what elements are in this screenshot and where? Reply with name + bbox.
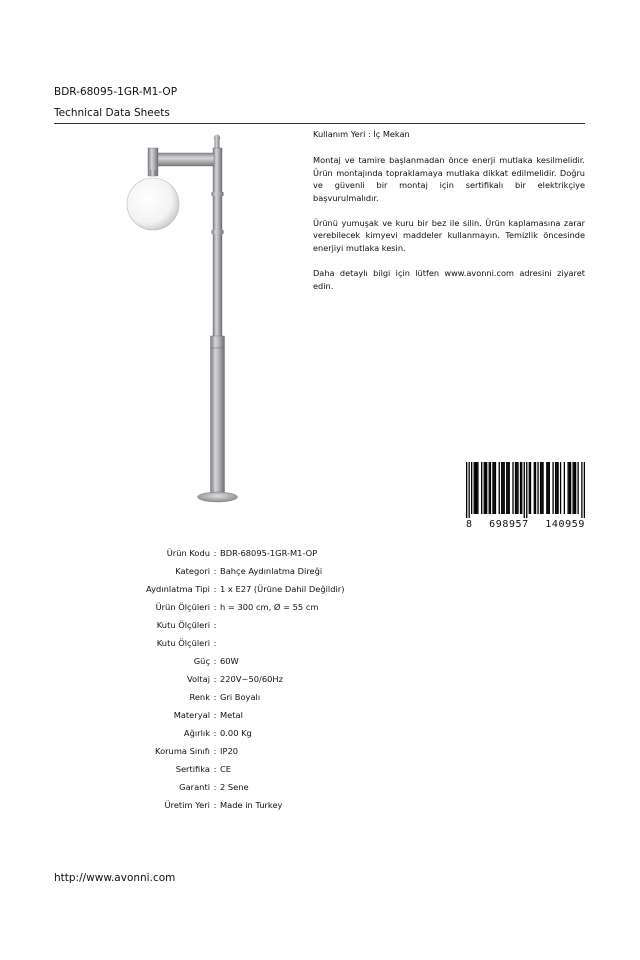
barcode-bar <box>504 462 505 514</box>
spec-row-category: Kategori : Bahçe Aydınlatma Direği <box>100 562 400 580</box>
barcode-bar <box>494 462 495 514</box>
spec-label: Aydınlatma Tipi <box>146 584 210 594</box>
barcode-bar <box>577 462 578 514</box>
barcode <box>466 462 585 532</box>
product-code-title: BDR-68095-1GR-M1-OP <box>54 86 178 98</box>
spec-value: Metal <box>220 710 243 720</box>
barcode-bar <box>520 462 521 514</box>
barcode-bar <box>556 462 557 514</box>
spec-row-lighting-type: Aydınlatma Tipi : 1 x E27 (Ürüne Dahil Değildir) <box>100 580 400 598</box>
spec-label: Materyal <box>173 710 210 720</box>
document-subtitle: Technical Data Sheets <box>54 107 170 119</box>
spec-row-box-dimensions-2: Kutu Ölçüleri : <box>100 634 400 652</box>
spec-label: Renk <box>189 692 210 702</box>
barcode-right-group: 140959 <box>545 519 585 530</box>
product-image-lamp-post <box>120 130 250 505</box>
spec-value: Made in Turkey <box>220 800 283 810</box>
spec-row-product-code: Ürün Kodu : BDR-68095-1GR-M1-OP <box>100 544 400 562</box>
barcode-bar <box>469 462 470 518</box>
barcode-bar <box>542 462 543 514</box>
safety-note: Montaj ve tamire başlanmadan önce enerji mutlaka kesilmelidir. Ürün montajında topraklamaya mutlaka dikkat edilmelidir. Doğru ve güvenli bir montaj için sertifikalı bir elektrikçiye başvurulmalıdır. <box>313 155 585 203</box>
spec-value: CE <box>220 764 232 774</box>
barcode-bar <box>471 462 472 514</box>
barcode-bar <box>486 462 487 514</box>
spec-value: 220V~50/60Hz <box>220 674 283 684</box>
cleaning-note: Ürünü yumuşak ve kuru bir bez ile silin. Ürün kaplamasına zarar verebilecek kimyevi maddeler kullanmayın. Temizlik öncesinde enerjiyi mutlaka kesin. <box>313 218 585 253</box>
barcode-bar <box>485 462 486 514</box>
spec-row-material: Materyal : Metal <box>100 706 400 724</box>
spec-value: h = 300 cm, Ø = 55 cm <box>220 602 319 612</box>
spec-label: Ürün Ölçüleri <box>155 602 210 612</box>
spec-value: 1 x E27 (Ürüne Dahil Değildir) <box>220 584 345 594</box>
barcode-bar <box>535 462 536 514</box>
spec-value: Gri Boyalı <box>220 692 261 702</box>
spec-value: 0.00 Kg <box>220 728 252 738</box>
spec-row-certificate: Sertifika : CE <box>100 760 400 778</box>
barcode-bar <box>512 462 513 514</box>
footer-website-link[interactable]: http://www.avonni.com <box>54 872 176 884</box>
barcode-bar <box>570 462 571 514</box>
barcode-bar <box>474 462 475 514</box>
spec-label: Güç <box>193 656 210 666</box>
barcode-bar <box>499 462 500 514</box>
spec-row-color: Renk : Gri Boyalı <box>100 688 400 706</box>
barcode-bars <box>466 462 585 518</box>
barcode-bar <box>575 462 576 514</box>
barcode-bar <box>475 462 476 514</box>
barcode-bar <box>541 462 542 514</box>
spec-table <box>100 544 400 814</box>
spec-label: Ağırlık <box>183 728 210 738</box>
barcode-bar <box>466 462 467 518</box>
spec-label: Üretim Yeri <box>164 800 210 810</box>
spec-row-box-dimensions: Kutu Ölçüleri : <box>100 616 400 634</box>
document-header <box>54 85 585 124</box>
barcode-left-group: 698957 <box>489 519 529 530</box>
barcode-bar <box>521 462 522 514</box>
spec-row-weight: Ağırlık : 0.00 Kg <box>100 724 400 742</box>
usage-info <box>313 128 585 305</box>
spec-label: Koruma Sınıfı <box>155 746 210 756</box>
spec-row-voltage: Voltaj : 220V~50/60Hz <box>100 670 400 688</box>
barcode-bar <box>506 462 507 514</box>
barcode-bar <box>564 462 565 514</box>
barcode-bar <box>515 462 516 514</box>
barcode-bar <box>484 462 485 514</box>
barcode-bar <box>569 462 570 514</box>
barcode-bar <box>547 462 548 514</box>
spec-value: 2 Sene <box>220 782 249 792</box>
barcode-bar <box>502 462 503 514</box>
barcode-number <box>466 519 585 530</box>
barcode-bar <box>581 462 582 518</box>
barcode-bar <box>574 462 575 514</box>
barcode-bar <box>529 462 530 514</box>
barcode-bar <box>540 462 541 514</box>
spec-label: Garanti <box>179 782 210 792</box>
spec-label: Kutu Ölçüleri <box>156 638 210 648</box>
spec-row-warranty: Garanti : 2 Sene <box>100 778 400 796</box>
header-divider <box>54 123 585 124</box>
spec-value: Bahçe Aydınlatma Direği <box>220 566 323 576</box>
spec-value: IP20 <box>220 746 239 756</box>
barcode-bar <box>552 462 553 514</box>
barcode-bar <box>526 462 527 518</box>
spec-value: BDR-68095-1GR-M1-OP <box>220 548 318 558</box>
spec-row-product-dimensions: Ürün Ölçüleri : h = 300 cm, Ø = 55 cm <box>100 598 400 616</box>
barcode-bar <box>501 462 502 514</box>
barcode-bar <box>549 462 550 514</box>
barcode-bar <box>534 462 535 514</box>
barcode-bar <box>477 462 478 514</box>
spec-label: Voltaj <box>186 674 210 684</box>
barcode-bar <box>492 462 493 514</box>
spec-label: Ürün Kodu <box>166 548 210 558</box>
barcode-bar <box>495 462 496 514</box>
spec-label: Sertifika <box>175 764 210 774</box>
barcode-bar <box>557 462 558 514</box>
barcode-bar <box>560 462 561 514</box>
spec-row-power: Güç : 60W <box>100 652 400 670</box>
spec-row-protection-class: Koruma Sınıfı : IP20 <box>100 742 400 760</box>
barcode-bar <box>584 462 585 518</box>
barcode-bar <box>476 462 477 514</box>
barcode-bar <box>524 462 525 518</box>
spec-label: Kategori <box>175 566 210 576</box>
barcode-bar <box>490 462 491 514</box>
barcode-bar <box>546 462 547 514</box>
barcode-bar <box>516 462 517 514</box>
spec-label: Kutu Ölçüleri <box>156 620 210 630</box>
barcode-bar <box>567 462 568 514</box>
barcode-first-digit: 8 <box>466 519 473 530</box>
barcode-bar <box>509 462 510 514</box>
barcode-bar <box>489 462 490 514</box>
spec-row-origin: Üretim Yeri : Made in Turkey <box>100 796 400 814</box>
spec-value: 60W <box>220 656 239 666</box>
website-note: Daha detaylı bilgi için lütfen www.avonni.com adresini ziyaret edin. <box>313 268 585 291</box>
barcode-bar <box>481 462 482 514</box>
barcode-bar <box>507 462 508 514</box>
usage-location: Kullanım Yeri : İç Mekan <box>313 129 410 139</box>
barcode-bar <box>517 462 518 514</box>
barcode-bar <box>537 462 538 514</box>
barcode-bar <box>572 462 573 514</box>
barcode-bar <box>555 462 556 514</box>
barcode-bar <box>530 462 531 514</box>
